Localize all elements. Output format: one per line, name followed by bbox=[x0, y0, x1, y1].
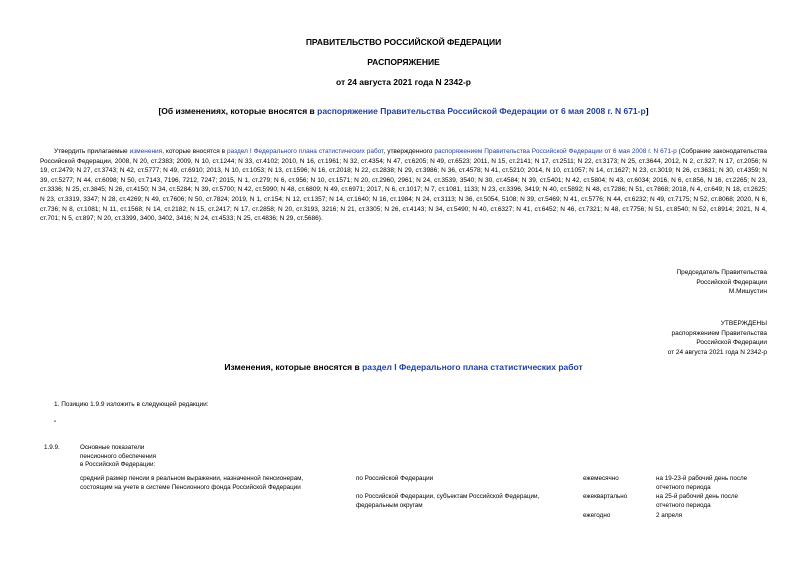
row-deadline-line-1: на 25-й рабочий день после bbox=[656, 493, 739, 500]
document-subject bbox=[0, 106, 807, 116]
approval-date: от 24 августа 2021 года N 2342-р bbox=[667, 348, 767, 356]
approval-title: УТВЕРЖДЕНЫ bbox=[720, 320, 767, 327]
row-frequency: ежемесячно bbox=[583, 475, 619, 482]
document-type: РАСПОРЯЖЕНИЕ bbox=[367, 57, 440, 67]
subject-suffix: ] bbox=[645, 106, 649, 116]
changes-title-prefix: Изменения, которые вносятся в bbox=[224, 362, 363, 372]
approval-block bbox=[668, 319, 767, 357]
section-link[interactable]: раздел I Федерального плана статистических работ bbox=[227, 148, 384, 155]
row-deadline bbox=[656, 475, 747, 492]
item-1: 1. Позицию 1.9.9 изложить в следующей редакции: bbox=[54, 401, 209, 408]
document-date-number: от 24 августа 2021 года N 2342-р bbox=[335, 77, 471, 87]
subject-link[interactable]: распоряжение Правительства Российской Федерации от 6 мая 2008 г. N 671-р bbox=[317, 106, 646, 116]
body-text-c: , утвержденного bbox=[383, 148, 435, 155]
table-position-number: 1.9.9. bbox=[44, 444, 60, 451]
row-deadline-line-2: отчетного периода bbox=[656, 483, 711, 491]
table-heading-line-2: пенсионного обеспечения bbox=[80, 452, 157, 460]
body-text-a: Утвердить прилагаемые bbox=[54, 148, 130, 155]
signature-name: М.Мишустин bbox=[728, 288, 767, 296]
row-scope: по Российской Федерации bbox=[356, 475, 434, 482]
approval-line-3: Российской Федерации bbox=[696, 339, 767, 347]
row-deadline-line-2: отчетного периода bbox=[656, 501, 711, 509]
subject-prefix: [Об изменениях, которые вносятся в bbox=[158, 106, 318, 116]
changes-link[interactable]: изменения bbox=[129, 148, 163, 155]
signature-position: Председатель Правительства bbox=[676, 269, 767, 276]
table-row bbox=[356, 475, 433, 484]
approval-line-2: распоряжением Правительства bbox=[671, 329, 767, 337]
row-scope-line-2: федеральным округам bbox=[356, 501, 423, 509]
row-deadline bbox=[656, 493, 738, 510]
table-indicator-line-2: состоящим на учете в системе Пенсионного фонда Российской Федерации bbox=[80, 483, 301, 491]
changes-title-link[interactable]: раздел I Федерального плана статистических работ bbox=[362, 362, 583, 372]
row-frequency: ежеквартально bbox=[583, 493, 628, 500]
row-frequency: ежегодно bbox=[583, 512, 611, 519]
row-deadline: 2 апреля bbox=[656, 512, 683, 519]
body-text-b: , которые вносятся в bbox=[162, 148, 227, 155]
quote-mark: " bbox=[54, 420, 57, 427]
table-heading bbox=[80, 444, 156, 470]
row-deadline-line-1: на 19-23-й рабочий день после bbox=[656, 475, 748, 482]
table-heading-line-1: Основные показатели bbox=[80, 444, 145, 451]
body-paragraph bbox=[40, 147, 767, 224]
table-indicator-line-1: средний размер пенсии в реальном выражении, назначенной пенсионерам, bbox=[80, 475, 304, 482]
table-heading-line-3: в Российской Федерации: bbox=[80, 461, 156, 469]
body-text-citations: (Собрание законодательства Российской Федерации, 2008, N 20, ст.2383; 2009, N 10, ст.1244; N 33, ст.4102; 2010, N 16, ст.1961; N 32, ст.4354; N 47, ст.6205; N 49, ст.6523; 2011, N 15, ст.2141; N 17, ст.2511; N 22, ст.3173; N 25, ст.3644, 2012, N 2, ст.327; N 17, ст.2056; N 19, ст.2479; N 27, ст.3743; N 42, ст.5777; N 49, ст.6910; 2013, N 10, ст.1053; N 13, ст.1596; N 16, ст.2018; N 22, ст.2838; N 29, ст.3986; N 36, ст.4578; N 41, ст.5210; 2014, N 10, ст.1057; N 14, ст.1627; N 23, ст.3019; N 26, ст.3631; N 30, ст.4359; N 39, ст.5277; N 44, ст.6098; N 50, ст.7143, 7196, 7212, 7247; 2015, N 1, ст.279; N 6, ст.956; N 10, ст.1571; N 20, ст.2960, 2961; N 24, ст.3539, 3540; N 30, ст.4584; N 39, ст.5401; N 42, ст.5804; N 43, ст.6034; 2016, N 6, ст.856, N 16, ст.2265; N 23, ст.3336; N 25, ст.3845; N 26, ст.4150; N 34, ст.5284; N 39, ст.5700; N 42, ст.5990; N 48, ст.6809; N 49, ст.6971; 2017, N 6, ст.1017; N 7, ст.1081, 1133; N 23, ст.3396, 3419; N 40, ст.5892; N 48, ст.7286; N 51, ст.7868; 2018, N 4, ст.649; N 18, ст.2625; N 23, ст.3319, 3347; N 28, ст.4269; N 49, ст.7606; N 50, ст.7824; 2019, N 1, ст.154; N 12, ст.1357; N 14, ст.1640; N 16, ст.1984; N 24, ст.3113; N 36, ст.5054, 5108; N 39, ст.5469; N 41, ст.5776; N 44, ст.6232; N 49, ст.7175; N 52, ст.8068; 2020, N 6, ст.736; N 8, ст.1081; N 11, ст.1568; N 14, ст.2182; N 15, ст.2417; N 17, ст.2858; N 20, ст.3193, 3216; N 21, ст.3305; N 26, ст.4143; N 34, ст.5490; N 40, ст.6327; N 41, ст.6452; N 46, ст.7321; N 48, ст.7756; N 51, ст.8540; N 52, ст.8914; 2021, N 4, ст.701; N 5, ст.897; N 20, ст.3399, 3400, 3402, 3416; N 24, ст.4533; N 25, ст.4836; N 29, ст.5686). bbox=[40, 148, 767, 223]
order-link[interactable]: распоряжением Правительства Российской Федерации от 6 мая 2008 г. N 671-р bbox=[434, 148, 677, 155]
changes-title bbox=[0, 362, 807, 372]
table-row bbox=[356, 493, 539, 510]
table-indicator bbox=[80, 475, 303, 492]
signature-block bbox=[676, 268, 767, 297]
signature-country: Российской Федерации bbox=[696, 278, 767, 286]
government-title: ПРАВИТЕЛЬСТВО РОССИЙСКОЙ ФЕДЕРАЦИИ bbox=[305, 37, 502, 47]
row-scope: по Российской Федерации, субъектам Российской Федерации, bbox=[356, 493, 540, 500]
